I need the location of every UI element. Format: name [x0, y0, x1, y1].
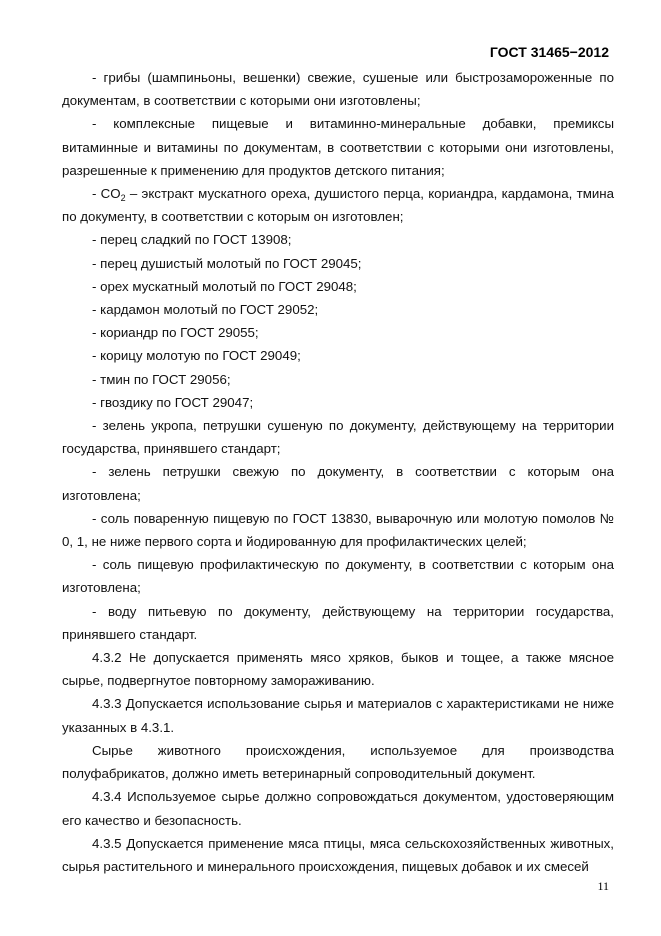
list-item-clove: - гвоздику по ГОСТ 29047;	[92, 394, 254, 410]
list-item-table-salt: - соль поваренную пищевую по ГОСТ 13830, выварочную или молотую помолов № 0, 1, не ниже первого сорта и йодированную для профилактических целей;	[62, 510, 614, 550]
co2-subscript: 2	[120, 193, 126, 204]
clause-4-3-4: 4.3.4 Используемое сырье должно сопровождаться документом, удостоверяющим его качество и безопасность.	[62, 789, 614, 828]
list-item-drinking-water: - воду питьевую по документу, действующему на территории государства, принявшего стандарт.	[62, 603, 614, 642]
list-item-sweet-pepper: - перец сладкий по ГОСТ 13908;	[92, 232, 292, 248]
paragraph-veterinary-document: Сырье животного происхождения, используемое для производства полуфабрикатов, должно иметь ветеринарный сопроводительный документ.	[62, 742, 614, 782]
clause-4-3-5: 4.3.5 Допускается применение мяса птицы, мяса сельскохозяйственных животных, сырья растительного и минерального происхождения, пищевых добавок и их смесей	[62, 835, 614, 874]
list-item-fresh-parsley: - зелень петрушки свежую по документу, в соответствии с которым она изготовлена;	[62, 464, 614, 503]
list-item-supplements: - комплексные пищевые и витаминно-минеральные добавки, премиксы витаминные и витамины по документам, в соответствии с которыми они изготовлены, разрешенные к применению для продуктов детского питания;	[62, 116, 614, 178]
list-item-cinnamon: - корицу молотую по ГОСТ 29049;	[92, 348, 301, 364]
list-item-nutmeg: - орех мускатный молотый по ГОСТ 29048;	[92, 278, 357, 294]
list-item-mushrooms: - грибы (шампиньоны, вешенки) свежие, сушеные или быстрозамороженные по документам, в соответствии с которыми они изготовлены;	[62, 70, 614, 109]
clause-4-3-3: 4.3.3 Допускается использование сырья и материалов с характеристиками не ниже указанных в 4.3.1.	[62, 696, 614, 735]
co2-prefix: - CO	[92, 186, 121, 202]
list-item-cumin: - тмин по ГОСТ 29056;	[92, 371, 231, 387]
list-item-dried-greens: - зелень укропа, петрушки сушеную по документу, действующему на территории государства, принявшего стандарт;	[62, 418, 614, 457]
list-item-coriander: - кориандр по ГОСТ 29055;	[92, 325, 259, 341]
list-item-allspice: - перец душистый молотый по ГОСТ 29045;	[92, 255, 362, 271]
clause-4-3-2: 4.3.2 Не допускается применять мясо хряков, быков и тощее, а также мясное сырье, подвергнутое повторному замораживанию.	[62, 650, 614, 689]
page-number: 11	[597, 879, 609, 893]
co2-text: – экстракт мускатного ореха, душистого перца, кориандра, кардамона, тмина по документу, в соответствии с которым он изготовлен;	[62, 186, 615, 225]
list-item-preventive-salt: - соль пищевую профилактическую по документу, в соответствии с которым она изготовлена;	[62, 557, 614, 596]
list-item-co2-extract	[62, 182, 614, 228]
document-body	[62, 66, 614, 878]
document-code-header: ГОСТ 31465−2012	[489, 44, 609, 60]
list-item-cardamom: - кардамон молотый по ГОСТ 29052;	[92, 302, 319, 318]
